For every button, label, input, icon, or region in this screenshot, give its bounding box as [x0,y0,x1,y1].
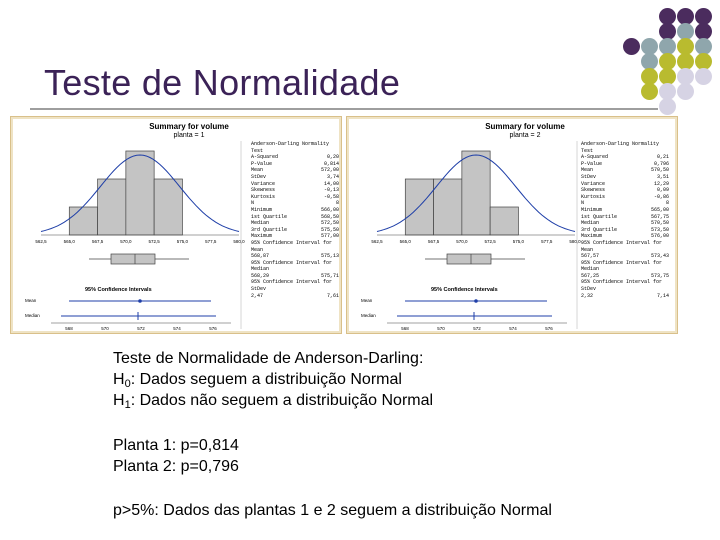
stats-row: StDev 3,74 [251,173,339,180]
stats-row: 567,57 573,43 [581,253,669,260]
stats-row: 95% Confidence Interval for Mean [581,239,663,253]
x-tick-label: 572,5 [484,239,496,244]
boxplot-box [447,254,491,264]
title-divider [30,108,658,110]
stats-row: StDev 3,51 [581,173,669,180]
ci-tick-label: 570 [101,326,109,331]
ci-row-median: Median [25,313,40,318]
x-tick-label: 565,0 [399,239,411,244]
stats-row: Minimum 565,00 [581,206,669,213]
stats-row: A-Squared 0,20 [251,154,339,161]
stats-row: 2,47 7,61 [251,292,339,299]
histogram-bar [462,151,490,235]
panel-title: Summary for volume [485,122,565,131]
stats-row: Skewness 0,09 [581,187,669,194]
panel-subtitle: planta = 2 [509,132,541,139]
ci-mean-point [138,299,142,303]
stats-row: Mean 570,50 [581,167,669,174]
stats-row: N 8 [581,200,669,207]
histogram-bar [69,207,97,235]
stats-row: N 8 [251,200,339,207]
ci-tick-label: 576 [209,326,217,331]
stats-row: Mean 572,00 [251,167,339,174]
stats-row: 2,32 7,14 [581,292,669,299]
stats-row: 1st Quartile 567,75 [581,213,669,220]
stats-row: 95% Confidence Interval for Median [581,259,663,273]
ci-row-mean: Mean [25,298,37,303]
stats-row: Maximum 576,00 [581,233,669,240]
ci-tick-label: 568 [401,326,409,331]
stats-row: Maximum 577,00 [251,233,339,240]
stats-row: Kurtosis -0,58 [251,193,339,200]
stats-row: Skewness -0,13 [251,187,339,194]
summary-panel-planta-2 [346,116,678,334]
stats-row: Median 572,50 [251,220,339,227]
ci-row-median: Median [361,313,376,318]
ci-tick-label: 576 [545,326,553,331]
x-tick-label: 572,5 [148,239,160,244]
histogram-bar [434,179,462,235]
decorative-dot [623,38,640,55]
decorative-dot [695,68,712,85]
ci-tick-label: 570 [437,326,445,331]
ci-tick-label: 572 [137,326,145,331]
stats-row: A-Squared 0,21 [581,154,669,161]
stats-row: 568,87 575,13 [251,253,339,260]
x-tick-label: 567,5 [427,239,440,244]
stats-row: P-Value 0,796 [581,160,669,167]
x-tick-label: 567,5 [91,239,104,244]
stats-row: 95% Confidence Interval for Mean [251,239,333,253]
histogram-bar [490,207,518,235]
ci-tick-label: 574 [173,326,181,331]
panel-title: Summary for volume [149,122,229,131]
stats-table [251,141,339,299]
ci-label: 95% Confidence Intervals [431,287,498,293]
x-tick-label: 577,5 [205,239,217,244]
ci-tick-label: 568 [65,326,73,331]
planta-1-pvalue: Planta 1: p=0,814 [113,437,239,454]
decorative-dot-grid [623,8,713,118]
decorative-dot [641,83,658,100]
ci-label: 95% Confidence Intervals [85,287,152,293]
stats-row: 95% Confidence Interval for StDev [251,279,333,293]
hypothesis-h0: $H_0$: Dados seguem a distribuição Normal [113,371,402,390]
slide-title: Teste de Normalidade [44,62,401,103]
stats-row: 95% Confidence Interval for Median [251,259,333,273]
x-tick-label: 562,5 [35,239,47,244]
ci-mean-point [474,299,478,303]
stats-row: Anderson-Darling Normality Test [251,141,330,154]
x-tick-label: 575,0 [176,239,189,244]
stats-row: Variance 12,29 [581,180,669,187]
stats-row: 567,25 573,75 [581,272,669,279]
stats-row: Minimum 566,00 [251,206,339,213]
x-tick-label: 580,0 [569,239,581,244]
stats-row: 1st Quartile 568,50 [251,213,339,220]
decorative-dot [677,83,694,100]
ci-tick-label: 574 [509,326,517,331]
stats-row: Median 570,50 [581,220,669,227]
x-tick-label: 565,0 [63,239,75,244]
conclusion: p>5%: Dados das plantas 1 e 2 seguem a distribuição Normal [113,502,552,519]
stats-row: 3rd Quartile 573,50 [581,226,669,233]
planta-2-pvalue: Planta 2: p=0,796 [113,458,239,475]
stats-row: Variance 14,00 [251,180,339,187]
hypothesis-h1: $H_1$: Dados não seguem a distribuição Normal [113,392,434,411]
histogram-bar [98,179,126,235]
histogram-bar [126,151,154,235]
x-tick-label: 570,0 [456,239,468,244]
stats-row: Anderson-Darling Normality Test [581,141,660,154]
stats-row: 3rd Quartile 575,50 [251,226,339,233]
decorative-dot [659,98,676,115]
stats-row: 95% Confidence Interval for StDev [581,279,663,293]
x-tick-label: 575,0 [512,239,525,244]
stats-row: 568,29 575,71 [251,272,339,279]
x-tick-label: 577,5 [541,239,553,244]
histogram-bar [154,179,182,235]
stats-table [581,141,669,299]
anderson-darling-heading: Teste de Normalidade de Anderson-Darling: [113,350,424,367]
x-tick-label: 570,0 [120,239,132,244]
x-tick-label: 580,0 [233,239,245,244]
histogram-bar [405,179,433,235]
x-tick-label: 562,5 [371,239,383,244]
summary-panel-planta-1 [10,116,342,334]
ci-tick-label: 572 [473,326,481,331]
ci-row-mean: Mean [361,298,373,303]
stats-row: Kurtosis -0,86 [581,193,669,200]
panel-subtitle: planta = 1 [173,132,205,139]
boxplot-box [111,254,155,264]
stats-row: P-Value 0,814 [251,160,339,167]
